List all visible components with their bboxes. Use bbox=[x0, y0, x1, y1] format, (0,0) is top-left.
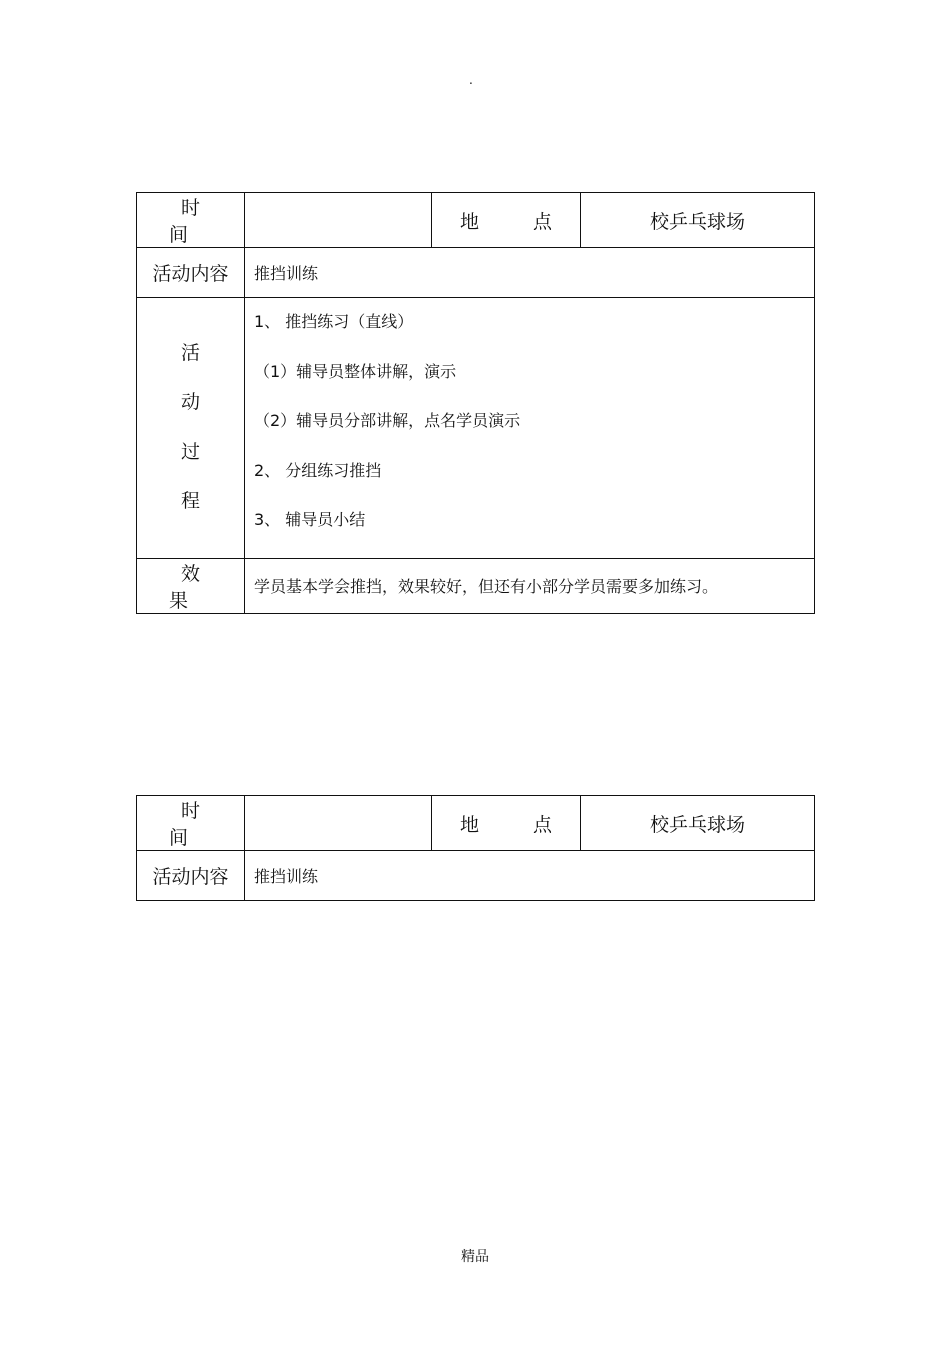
process-label-char: 动 bbox=[180, 391, 200, 414]
process-content bbox=[245, 298, 815, 559]
content-row bbox=[137, 851, 815, 901]
process-item: 1、 推挡练习（直线） bbox=[254, 312, 414, 331]
content-value: 推挡训练 bbox=[245, 851, 815, 901]
place-label: 地 点 bbox=[459, 813, 577, 836]
place-value: 校乒乓球场 bbox=[581, 796, 815, 851]
effect-label-cell bbox=[137, 558, 245, 613]
content-row bbox=[137, 248, 815, 298]
process-label bbox=[137, 298, 245, 559]
activity-record-table-1 bbox=[136, 192, 815, 614]
process-label-char: 过 bbox=[180, 440, 200, 463]
process-label-char: 活 bbox=[180, 341, 200, 364]
place-value: 校乒乓球场 bbox=[581, 193, 815, 248]
time-value-cell bbox=[245, 796, 432, 851]
place-label-cell bbox=[432, 796, 581, 851]
process-row bbox=[137, 298, 815, 559]
time-label: 时 间 bbox=[168, 197, 224, 246]
time-value-cell bbox=[245, 193, 432, 248]
effect-label: 效 果 bbox=[168, 562, 224, 612]
time-label-cell bbox=[137, 796, 245, 851]
time-place-row bbox=[137, 796, 815, 851]
process-item: （2）辅导员分部讲解，点名学员演示 bbox=[254, 411, 521, 431]
content-label: 活动内容 bbox=[137, 851, 245, 901]
content-label: 活动内容 bbox=[137, 248, 245, 298]
place-label-cell bbox=[432, 193, 581, 248]
content-value: 推挡训练 bbox=[245, 248, 815, 298]
page-footer: 精品 bbox=[461, 1249, 489, 1265]
activity-record-table-2 bbox=[136, 795, 815, 901]
time-label-cell bbox=[137, 193, 245, 248]
effect-value: 学员基本学会推挡，效果较好，但还有小部分学员需要多加练习。 bbox=[245, 558, 815, 613]
time-value bbox=[245, 814, 254, 833]
process-item: 2、 分组练习推挡 bbox=[254, 460, 382, 480]
time-value bbox=[245, 211, 254, 230]
time-place-row bbox=[137, 193, 815, 248]
time-label: 时 间 bbox=[168, 800, 224, 849]
place-label: 地 点 bbox=[459, 210, 577, 233]
process-label-char: 程 bbox=[180, 490, 200, 513]
process-item: 3、 辅导员小结 bbox=[254, 510, 366, 530]
effect-row bbox=[137, 558, 815, 613]
process-item: （1）辅导员整体讲解，演示 bbox=[254, 361, 457, 381]
page-header-mark: . bbox=[469, 73, 473, 87]
